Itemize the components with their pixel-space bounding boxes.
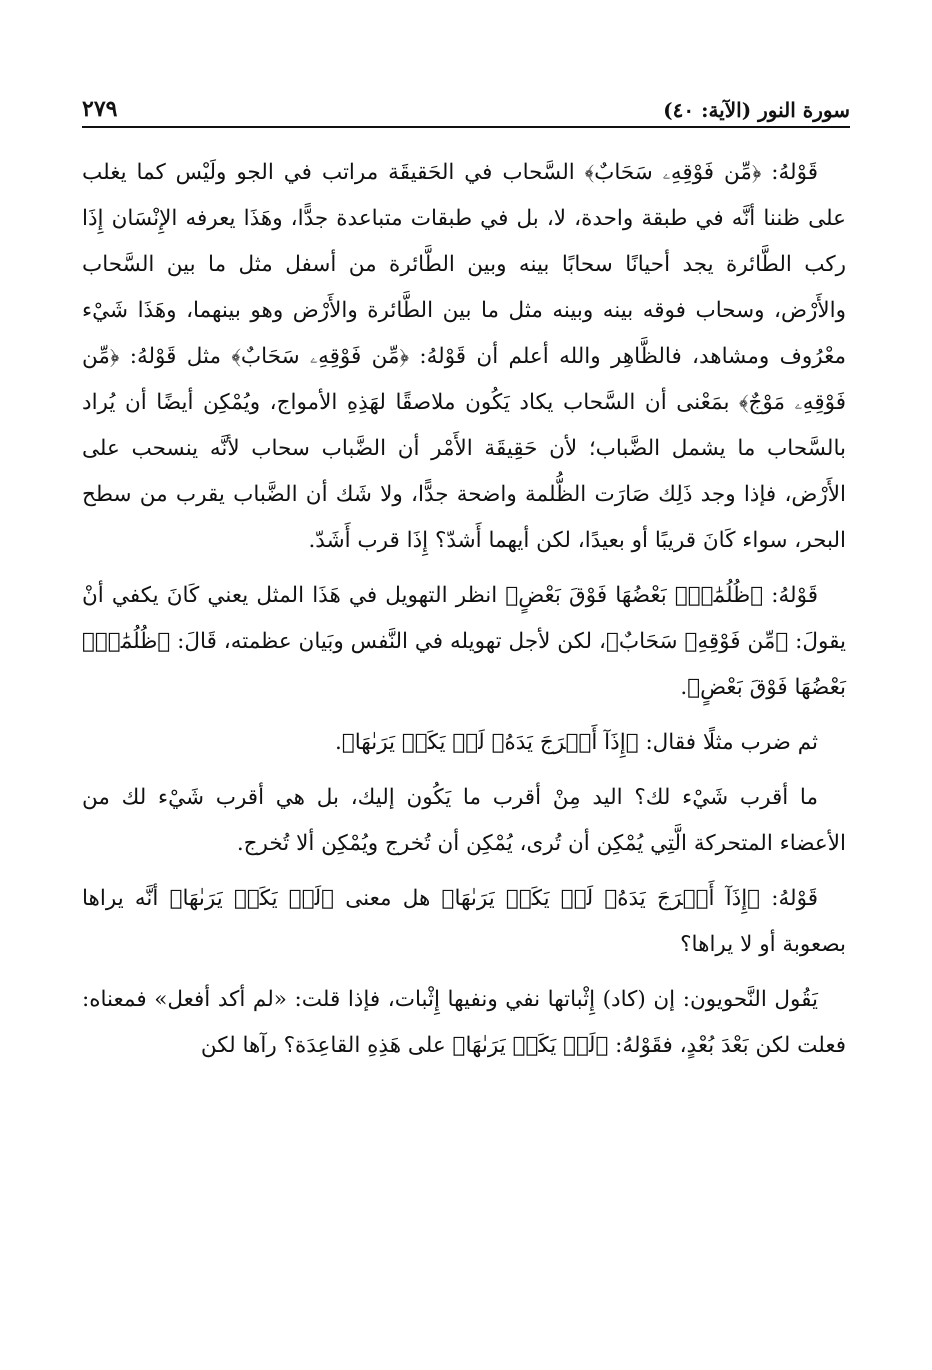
- page-number: ٢٧٩: [82, 96, 118, 122]
- paragraph: ثم ضرب مثلًا فقال: ﴿إِذَآ أَخۡرَجَ يَدَهُۥ لَمۡ يَكَدۡ يَرَىٰهَا﴾.: [335, 730, 818, 755]
- paragraph: قَوْلهُ: ﴿ظُلُمَٰتُۢ بَعْضُهَا فَوْقَ بَعْضٍ﴾ انظر التهويل في هَذَا المثل يعني كَانَ يكفي أنْ يقولَ: ﴿مِّن فَوْقِهِۦ سَحَابٌ﴾، لكن لأجل تهويله في النَّفس وبَيان عظمته، قَالَ: ﴿ظُلُمَٰتُۢ بَعْضُهَا فَوْقَ بَعْضٍ﴾.: [82, 583, 846, 700]
- page-body: [82, 150, 846, 1330]
- paragraph: قَوْلهُ: ﴿إِذَآ أَخۡرَجَ يَدَهُۥ لَمۡ يَكَدۡ يَرَىٰهَا﴾ هل معنى ﴿لَمۡ يَكَدۡ يَرَىٰهَا﴾ أنَّه يراها بصعوبة أو لا يراها؟: [82, 886, 846, 957]
- paragraph: يَقُول النَّحويون: إن (كاد) إِثْباتها نفي ونفيها إِثْبات، فإذا قلت: «لم أكد أفعل» فمعناه: فعلت لكن بَعْدَ بُعْدٍ، فقَوْلهُ: ﴿لَمۡ يَكَدۡ يَرَىٰهَا﴾ على هَذِهِ القاعِدَة؟ رآها لكن: [82, 987, 846, 1058]
- page-header: [82, 88, 850, 128]
- running-title: سورة النور (الآية: ٤٠): [663, 98, 850, 122]
- paragraph: قَوْلهُ: ﴿مِّن فَوْقِهِۦ سَحَابٌ﴾ السَّحاب في الحَقيقَة مراتب في الجو ولَيْس كما يغلب على ظننا أنَّه في طبقة واحدة، لا، بل في طبقات متباعدة جدًّا، وهَذَا يعرفه الإِنْسَان إِذَا ركب الطَّائرة يجد أحيانًا سحابًا بينه وبين الطَّائرة من أسفل مثل ما بين السَّحاب والأَرْض، وسحاب فوقه بينه وبينه مثل ما بين الطَّائرة والأَرْض وهو بينهما، وهَذَا شَيْء معْرُوف ومشاهد، فالظَّاهِر والله أعلم أن قَوْلهُ: ﴿مِّن فَوْقِهِۦ سَحَابٌ﴾ مثل قَوْلهُ: ﴿مِّن فَوْقِهِۦ مَوْجٌ﴾ بمَعْنى أن السَّحاب يكاد يَكُون ملاصقًا لهَذِهِ الأمواج، ويُمْكِن أيضًا أن يُراد بالسَّحاب ما يشمل الضَّباب؛ لأن حَقِيقَة الأَمْر أن الضَّباب سحاب لأنَّه ينسحب على الأَرْض، فإذا وجد ذَلِك صَارَت الظُّلمة واضحة جدًّا، ولا شَك أن الضَّباب يقرب من سطح البحر، سواء كَانَ قريبًا أو بعيدًا، لكن أيهما أَشدّ؟ إِذَا قرب أَشَدّ.: [82, 160, 846, 553]
- paragraph: ما أقرب شَيْء لك؟ اليد مِنْ أقرب ما يَكُون إليك، بل هي أقرب شَيْء لك من الأعضاء المتحركة الَّتِي يُمْكِن أن تُرى، يُمْكِن أن تُخرج ويُمْكِن ألا تُخرج.: [82, 785, 846, 856]
